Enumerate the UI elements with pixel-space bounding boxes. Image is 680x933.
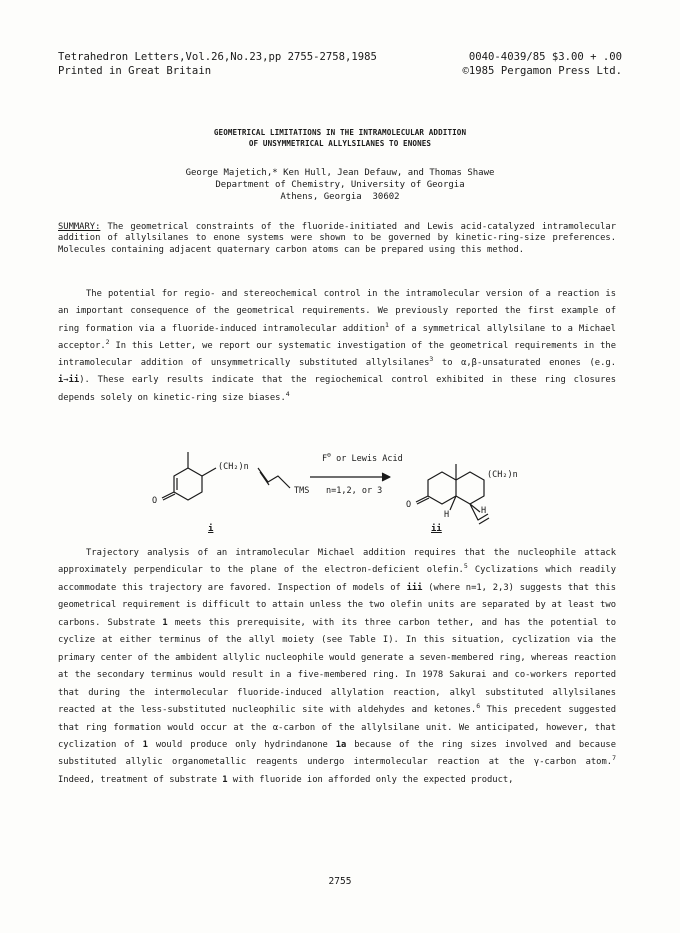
tms-label: TMS bbox=[294, 486, 310, 496]
compound-ref-i: i bbox=[58, 375, 64, 386]
article-title-line-2: OF UNSYMMETRICAL ALLYLSILANES TO ENONES bbox=[248, 139, 432, 148]
footnote-ref-6: 6 bbox=[476, 702, 481, 711]
p2-text-e: This precedent suggested that ring formation would occur at the α-carbon of the allylsilane unit. We anticipated, however, that cyclization of bbox=[58, 705, 616, 750]
article-title-line-1: GEOMETRICAL LIMITATIONS IN THE INTRAMOLECULAR ADDITION bbox=[213, 128, 467, 137]
page-number: 2755 bbox=[328, 876, 352, 887]
p1-text-d: to α,β-unsaturated enones (e.g. bbox=[433, 358, 616, 369]
copyright: ©1985 Pergamon Press Ltd. bbox=[462, 65, 622, 77]
tether-label-left: (CH₂)n bbox=[218, 462, 249, 472]
summary-text: The geometrical constraints of the fluoride-initiated and Lewis acid-catalyzed intramolecular addition of allylsilanes to enone systems were shown to be governed by kinetic-ring-size preferences. Molecules containing adjacent quaternary carbon atoms can be prepared using this method. bbox=[58, 222, 616, 255]
compound-ref-iii: iii bbox=[406, 582, 423, 593]
p2-text-i: with fluoride ion afforded only the expected product, bbox=[227, 774, 514, 785]
compound-ref-ii: ii bbox=[68, 375, 80, 386]
p1-text-c: In this Letter, we report our systematic investigation of the geometrical requirements in the intramolecular addition of unsymmetrically substituted allylsilanes bbox=[58, 340, 616, 369]
enone-ring-left bbox=[174, 468, 202, 500]
compound-label-i: i bbox=[208, 524, 214, 534]
tether-bond-left bbox=[202, 468, 216, 476]
summary-abstract bbox=[58, 222, 616, 256]
oxygen-label-right: O bbox=[406, 500, 412, 510]
reaction-scheme bbox=[150, 440, 530, 540]
reaction-arrow-glyph: → bbox=[63, 375, 69, 386]
h-label-right: H bbox=[481, 506, 487, 516]
address: Athens, Georgia 30602 bbox=[280, 192, 400, 202]
p2-text-g: because of the ring sizes involved and because substituted allylic organometallic reagents undergo intermolecular reaction at the γ-carbon atom. bbox=[58, 739, 616, 768]
footnote-ref-5: 5 bbox=[463, 562, 468, 571]
reagent-charge: ⊖ bbox=[327, 451, 332, 459]
journal-citation: Tetrahedron Letters,Vol.26,No.23,pp 2755-2758,1985 bbox=[58, 51, 377, 63]
department: Department of Chemistry, University of Georgia bbox=[215, 180, 465, 190]
compound-ref-1a: 1a bbox=[335, 739, 347, 750]
allylsilane-chain bbox=[258, 468, 290, 488]
footnote-ref-4: 4 bbox=[285, 389, 290, 398]
author-list: George Majetich,* Ken Hull, Jean Defauw, and Thomas Shawe bbox=[185, 168, 495, 178]
p2-text-b: Cyclizations which readily accommodate this trajectory are favored. Inspection of models of bbox=[58, 565, 617, 593]
footnote-ref-2: 2 bbox=[105, 337, 110, 346]
printed-in: Printed in Great Britain bbox=[58, 65, 212, 77]
footnote-ref-7: 7 bbox=[612, 754, 616, 763]
compound-ref-1b: 1 bbox=[142, 739, 148, 750]
footnote-ref-1: 1 bbox=[385, 320, 389, 329]
reagent-label bbox=[322, 451, 403, 464]
reagent-fluoride: F bbox=[322, 454, 328, 464]
footnote-ref-3: 3 bbox=[429, 355, 434, 364]
p2-text-h: Indeed, treatment of substrate bbox=[58, 774, 223, 785]
p1-text-b: of a symmetrical allylsilane to a Michael acceptor. bbox=[58, 323, 616, 351]
product-ring-a bbox=[428, 472, 456, 504]
body-paragraph-2 bbox=[58, 545, 616, 789]
allyl-double-bond bbox=[260, 472, 269, 485]
p2-text-d: meets this prerequisite, with its three carbon tether, and has the potential to cyclize at either terminus of the allyl moiety (see Table I). In this situation, cyclization via the primary center of the ambident allylic nucleophile would generate a seven-membered ring, whereas reaction at the secondary terminus would result in a five-membered ring. In 1978 Sakurai and co-workers reported that during the intermolecular fluoride-induced allylation reaction, alkyl substituted allylsilanes reacted at the less-substituted nucleophilic site with aldehydes and ketones. bbox=[58, 617, 616, 716]
p1-text-a: The potential for regio- and stereochemical control in the intramolecular version of a reaction is an important consequence of the geometrical requirements. We previously reported the first example of ring formation via a fluoride-induced intramolecular addition bbox=[58, 289, 616, 334]
h-label-junction: H bbox=[444, 510, 450, 520]
p1-text-e: ). These early results indicate that the regiochemical control exhibited in these ring closures depends solely on kinetic-ring size biases. bbox=[58, 375, 616, 403]
compound-ref-1c: 1 bbox=[222, 774, 228, 785]
compound-label-ii: ii bbox=[431, 524, 442, 534]
reaction-arrow-head bbox=[382, 473, 390, 481]
article-price: 0040-4039/85 $3.00 + .00 bbox=[468, 51, 622, 63]
product-ring-b bbox=[456, 472, 484, 504]
compound-ref-1: 1 bbox=[162, 617, 168, 628]
running-header-line-2 bbox=[58, 65, 622, 78]
oxygen-label-left: O bbox=[152, 496, 158, 506]
p2-text-f: would produce only hydrindanone bbox=[147, 739, 336, 750]
summary-lead: SUMMARY: bbox=[58, 222, 101, 232]
reagent-rest: or Lewis Acid bbox=[331, 454, 403, 464]
tether-label-right: (CH₂)n bbox=[487, 470, 518, 480]
p2-text-c: (where n=1, 2,3) suggests that this geometrical requirement is difficult to attain unless the two olefin units are separated by at least two carbons. Substrate bbox=[58, 582, 616, 628]
condition-label: n=1,2, or 3 bbox=[326, 486, 383, 496]
running-header-line-1 bbox=[58, 51, 622, 64]
body-paragraph-1 bbox=[58, 286, 616, 407]
p2-text-a: Trajectory analysis of an intramolecular Michael addition requires that the nucleophile attack approximately perpendicular to the plane of the electron-deficient olefin. bbox=[58, 548, 616, 576]
